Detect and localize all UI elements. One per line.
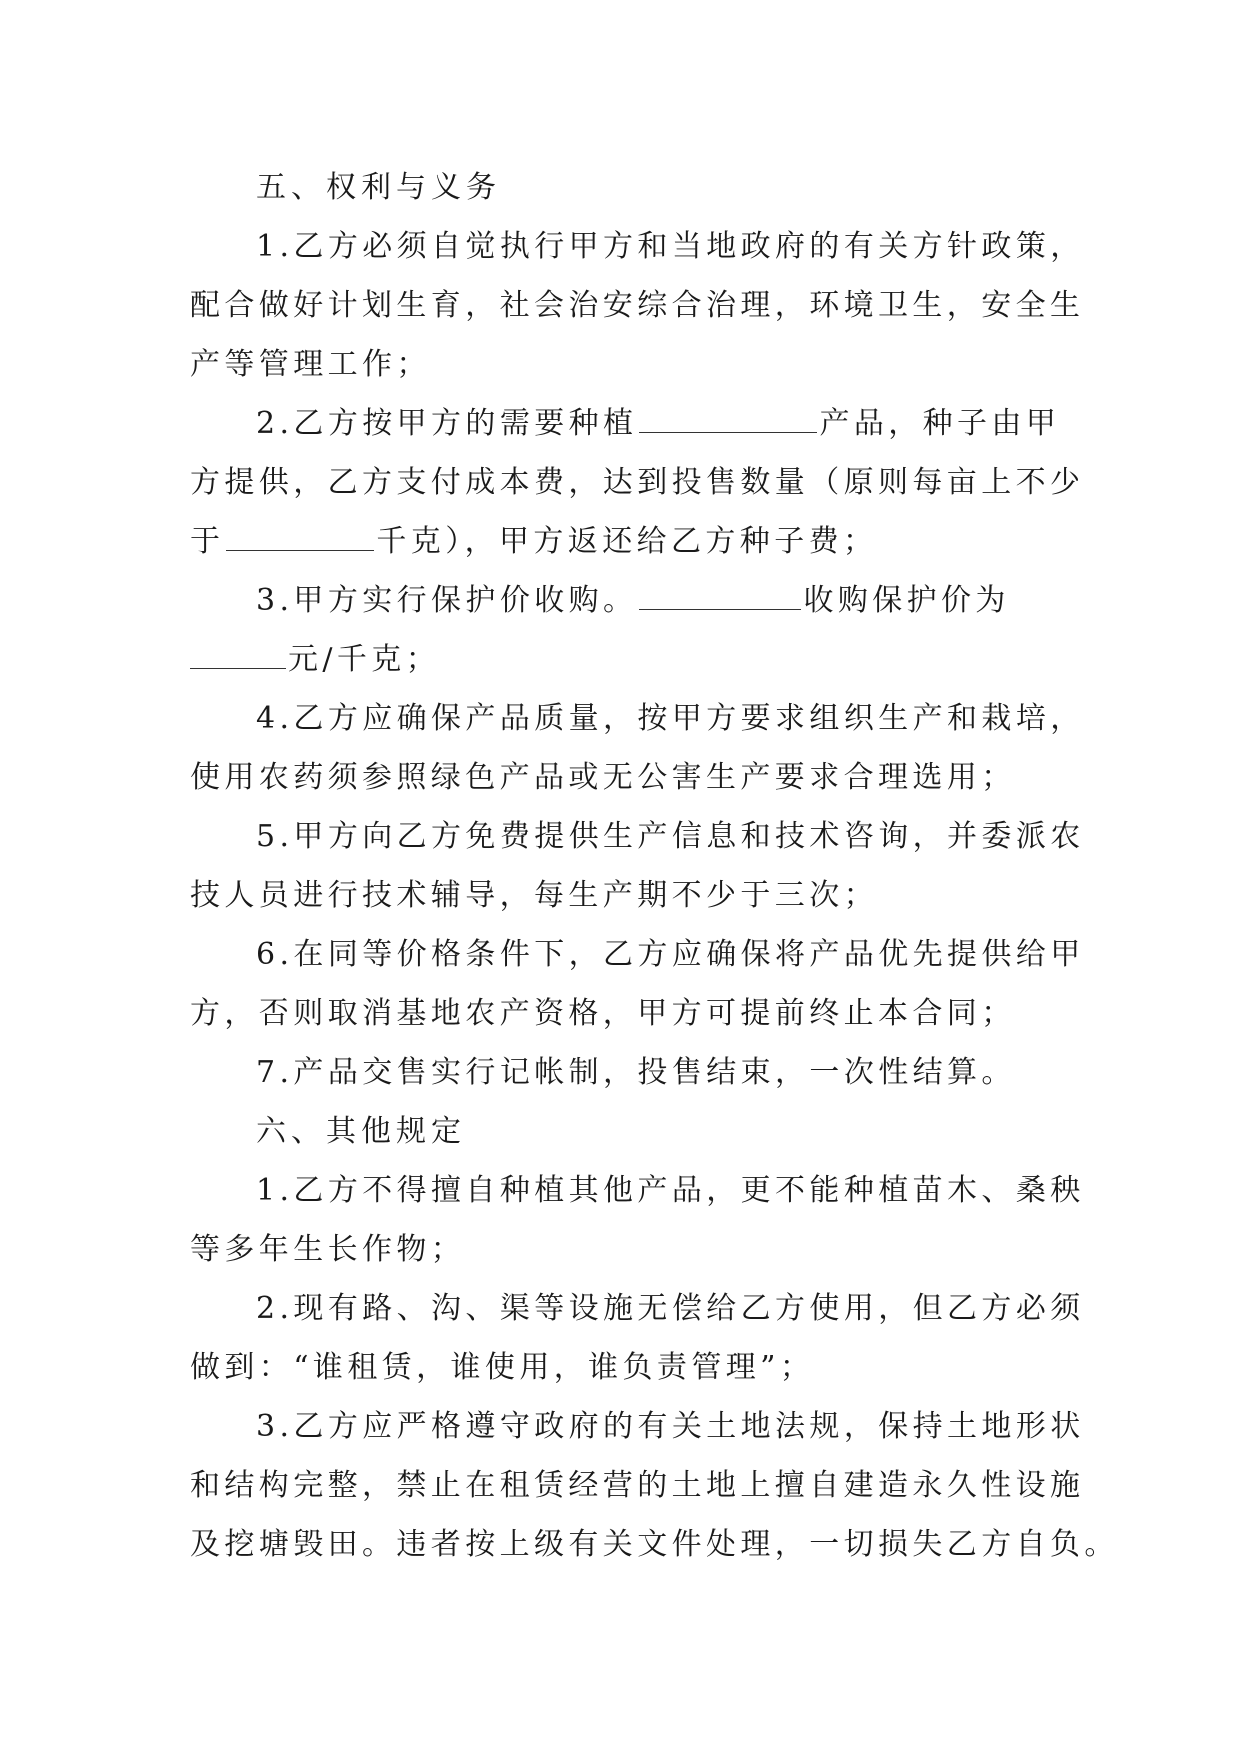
quantity-blank [226,526,374,551]
s6-item2-line1: 2.现有路、沟、渠等设施无偿给乙方使用，但乙方必须 [256,1291,1085,1326]
s5-item3-line2-text: 元/千克； [288,642,441,677]
section-5-heading: 五、权利与义务 [256,170,501,205]
s5-item2-line1 [190,394,1070,453]
s6-item3-line2: 和结构完整，禁止在租赁经营的土地上擅自建造永久性设施 [190,1468,1085,1503]
s6-item3-line1: 3.乙方应严格遵守政府的有关土地法规，保持土地形状 [256,1409,1085,1444]
s5-item3-line1 [190,571,1070,630]
s5-item3-text-a: 3.甲方实行保护价收购。 [256,583,638,618]
s5-item2-text-b: 产品，种子由甲 [819,406,1061,441]
s5-item1-line3: 产等管理工作； [190,347,431,382]
price-blank [190,644,286,669]
document-page [190,158,1119,1574]
s5-item4-line1: 4.乙方应确保产品质量，按甲方要求组织生产和栽培， [256,701,1085,736]
s5-item5-line1: 5.甲方向乙方免费提供生产信息和技术咨询，并委派农 [256,819,1085,854]
s5-item2-line3 [190,512,1070,571]
section-6-heading: 六、其他规定 [256,1114,466,1149]
s6-item1-line1: 1.乙方不得擅自种植其他产品，更不能种植苗木、桑秧 [256,1173,1085,1208]
s5-item6-line2: 方，否则取消基地农产资格，甲方可提前终止本合同； [190,996,1016,1031]
s5-item6-line1: 6.在同等价格条件下，乙方应确保将产品优先提供给甲 [256,937,1085,972]
s5-item1-line1: 1.乙方必须自觉执行甲方和当地政府的有关方针政策， [256,229,1085,264]
s5-item3-text-b: 收购保护价为 [803,583,1010,618]
s5-item2-line3-text-a: 于 [190,524,225,559]
s5-item2-line2: 方提供，乙方支付成本费，达到投售数量（原则每亩上不少 [190,465,1085,500]
s5-item2-text-a: 2.乙方按甲方的需要种植 [256,406,638,441]
s5-item5-line2: 技人员进行技术辅导，每生产期不少于三次； [190,878,878,913]
s5-item3-line2 [190,630,1070,689]
s5-item7-line1: 7.产品交售实行记帐制，投售结束，一次性结算。 [256,1055,1016,1090]
s6-item1-line2: 等多年生长作物； [190,1232,466,1267]
purchase-blank [639,585,801,610]
product-blank [639,408,817,433]
s6-item3-line3: 及挖塘毁田。违者按上级有关文件处理，一切损失乙方自负。 [190,1527,1119,1562]
s5-item4-line2: 使用农药须参照绿色产品或无公害生产要求合理选用； [190,760,1016,795]
s5-item2-line3-text-b: 千克），甲方返还给乙方种子费； [376,524,878,559]
s5-item1-line2: 配合做好计划生育，社会治安综合治理，环境卫生，安全生 [190,288,1085,323]
s6-item2-line2: 做到：“谁租赁，谁使用，谁负责管理”； [190,1350,815,1385]
